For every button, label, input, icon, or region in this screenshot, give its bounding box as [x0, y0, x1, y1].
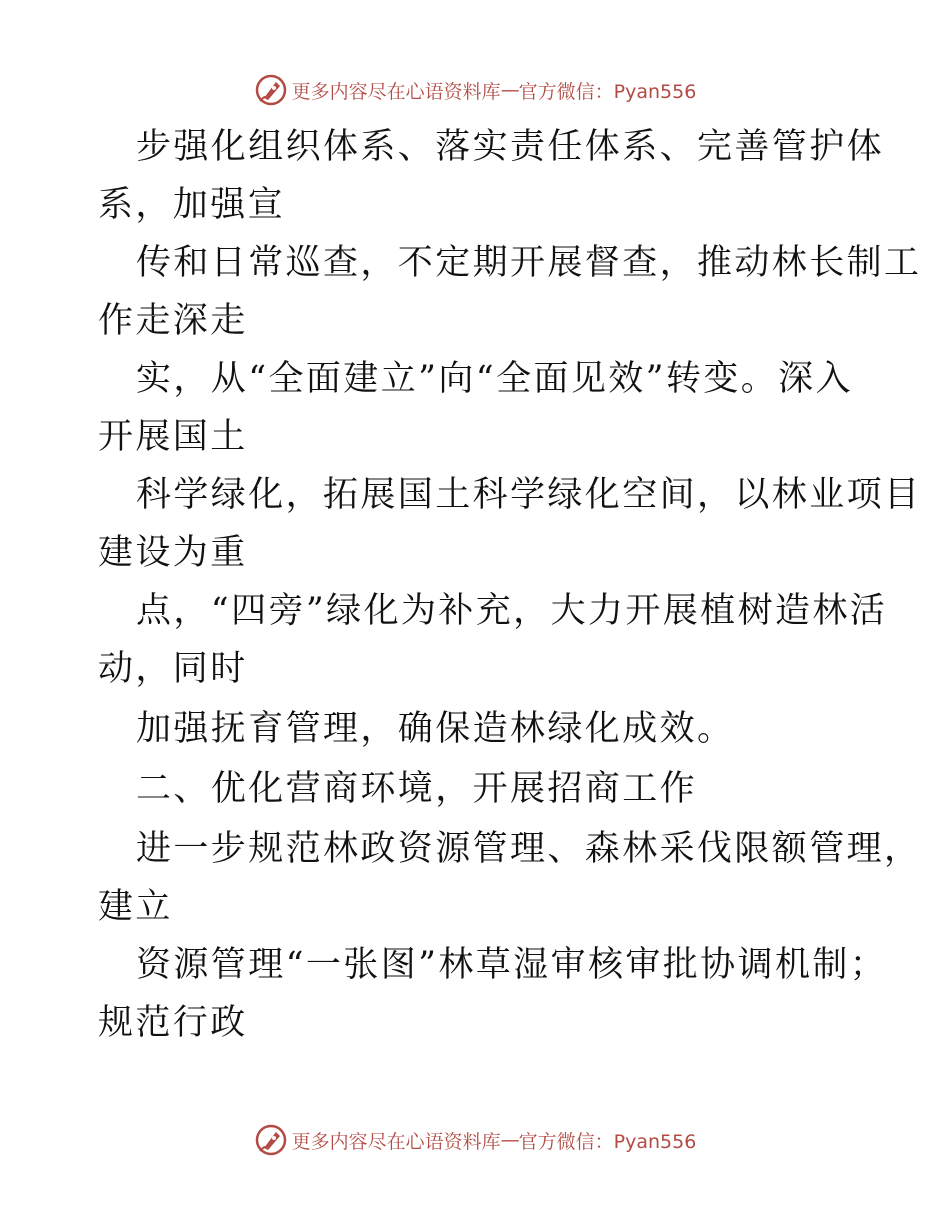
header-watermark [0, 70, 950, 110]
body-line-16: 规范行政 [98, 1003, 248, 1043]
body-line-3: 传和日常巡查，不定期开展督查，推动林长制工 [136, 243, 922, 283]
body-line-4: 作走深走 [98, 301, 248, 341]
pen-nib-logo-icon [254, 73, 288, 107]
header-brand-text: 更多内容尽在心语资料库 [291, 80, 501, 103]
body-line-10: 动，同时 [98, 649, 248, 689]
body-line-13: 进一步规范林政资源管理、森林采伐限额管理， [136, 829, 922, 869]
section-heading: 二、优化营商环境，开展招商工作 [136, 769, 698, 809]
body-line-14: 建立 [98, 887, 173, 927]
body-line-1: 步强化组织体系、落实责任体系、完善管护体 [136, 127, 885, 167]
header-wechat-text: 官方微信：Pyan556 [518, 80, 697, 103]
body-line-11: 加强抚育管理，确保造林绿化成效。 [136, 709, 735, 749]
body-line-8: 建设为重 [98, 533, 248, 573]
footer-brand-text: 更多内容尽在心语资料库 [291, 1130, 501, 1153]
pen-nib-logo-icon [254, 1123, 288, 1157]
footer-separator: — [500, 1129, 519, 1151]
body-line-6: 开展国土 [98, 417, 248, 457]
footer-wechat-text: 官方微信：Pyan556 [518, 1130, 697, 1153]
body-line-5: 实，从“全面建立”向“全面见效”转变。深入 [136, 359, 853, 399]
header-separator: — [500, 79, 519, 101]
footer-watermark [0, 1120, 950, 1160]
body-line-2: 系，加强宣 [98, 185, 286, 225]
body-line-9: 点，“四旁”绿化为补充，大力开展植树造林活 [136, 591, 888, 631]
body-line-7: 科学绿化，拓展国土科学绿化空间，以林业项目 [136, 475, 922, 515]
body-line-15: 资源管理“一张图”林草湿审核审批协调机制； [136, 945, 888, 985]
